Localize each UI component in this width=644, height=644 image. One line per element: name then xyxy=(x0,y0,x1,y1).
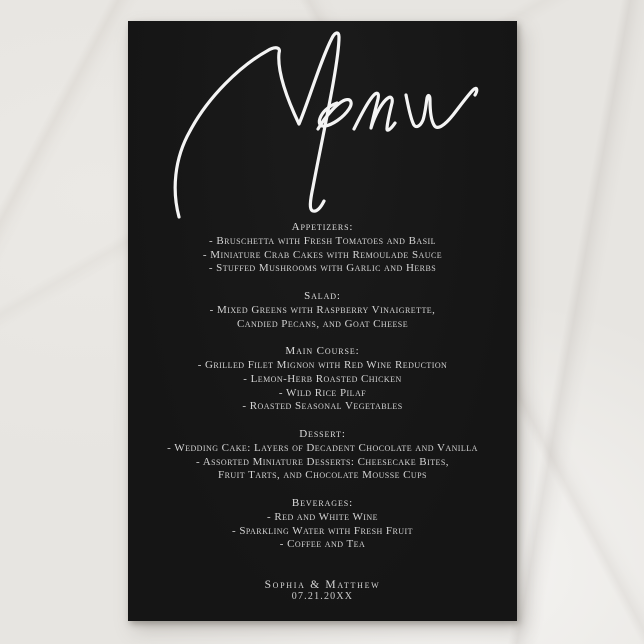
menu-script-title xyxy=(128,21,518,241)
couple-names: Sophia & Matthew xyxy=(264,579,381,591)
menu-item: - Grilled Filet Mignon with Red Wine Reduction xyxy=(197,358,448,371)
menu-section-main-course xyxy=(128,345,517,414)
menu-item: - Wild Rice Pilaf xyxy=(278,386,367,399)
menu-item: - Red and White Wine xyxy=(267,510,378,523)
script-letter-n xyxy=(354,93,395,130)
section-heading: Salad: xyxy=(304,289,341,302)
menu-item: Candied Pecans, and Goat Cheese xyxy=(236,317,409,330)
menu-section-dessert xyxy=(128,428,517,483)
section-heading: Appetizers: xyxy=(291,221,354,233)
section-heading: Beverages: xyxy=(291,496,354,509)
menu-item: - Roasted Seasonal Vegetables xyxy=(242,400,403,413)
menu-item: - Coffee and Tea xyxy=(279,538,366,551)
menu-item: - Assorted Miniature Desserts: Cheesecake Bites, xyxy=(196,455,449,468)
menu-item: Fruit Tarts, and Chocolate Mousse Cups xyxy=(218,469,427,482)
script-letter-e xyxy=(318,100,351,129)
section-heading: Dessert: xyxy=(299,427,346,440)
menu-section-salad xyxy=(128,290,517,331)
menu-item: - Sparkling Water with Fresh Fruit xyxy=(232,524,413,537)
menu-section-beverages xyxy=(128,497,517,552)
menu-section-appetizers xyxy=(128,221,517,276)
menu-card xyxy=(128,21,517,621)
menu-item: - Wedding Cake: Layers of Decadent Chocolate and Vanilla xyxy=(167,441,478,454)
card-footer xyxy=(128,579,517,603)
script-letter-m xyxy=(175,33,339,217)
event-date: 07.21.20XX xyxy=(291,591,354,602)
menu-sections xyxy=(128,221,517,552)
section-heading: Main Course: xyxy=(285,345,360,358)
menu-item: - Mixed Greens with Raspberry Vinaigrette, xyxy=(209,303,436,316)
menu-item: - Stuffed Mushrooms with Garlic and Herbs xyxy=(208,262,437,275)
menu-item: - Miniature Crab Cakes with Remoulade Sauce xyxy=(202,248,443,261)
menu-item: - Bruschetta with Fresh Tomatoes and Basil xyxy=(209,234,436,247)
script-letter-u xyxy=(406,88,477,127)
menu-item: - Lemon-Herb Roasted Chicken xyxy=(243,372,402,385)
